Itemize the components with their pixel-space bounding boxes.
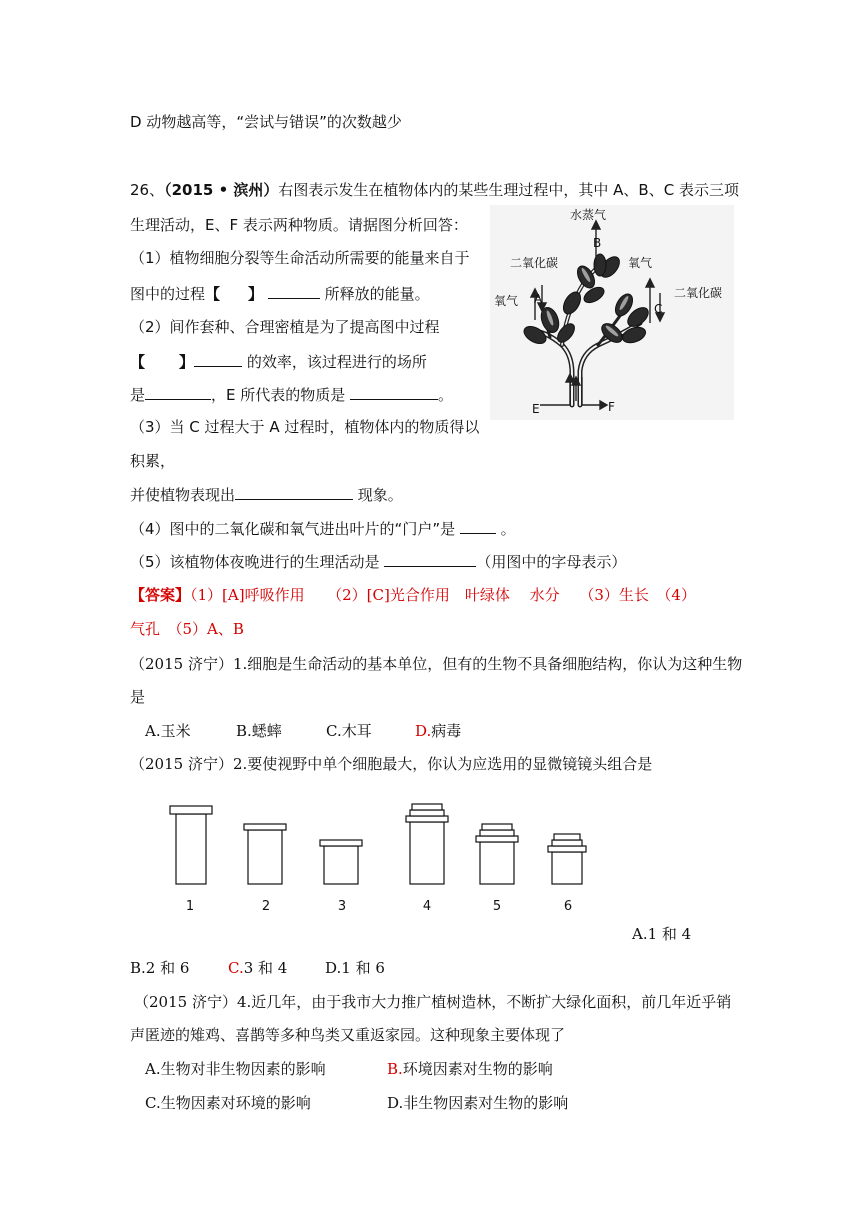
q2-option-c-letter: C.	[228, 959, 244, 977]
q26-part2-b: 的效率，该过程进行的场所	[246, 353, 427, 371]
q26-part3-blank[interactable]	[235, 484, 353, 500]
q26-stem-b: 生理活动，E、F 表示两种物质。请据图分析回答：	[130, 216, 468, 234]
q26-part3-line3	[130, 484, 403, 505]
q26-part4-b: 。	[500, 520, 516, 538]
q1-option-d-text: 病毒	[431, 722, 462, 740]
q1-stem-a: 1.细胞是生命活动的基本单位，但有的生物不具备细胞结构，你认为这种生物	[232, 655, 743, 673]
q26-part2-line3	[130, 384, 453, 405]
q26-number: 26、	[130, 181, 165, 199]
q26-part2-blank2[interactable]	[145, 384, 211, 400]
q1-stem-b: 是	[130, 688, 146, 706]
q1-source: （2015 济宁）	[130, 655, 233, 673]
q4-stem-b: 声匿迹的雉鸡、喜鹊等多种鸟类又重返家园。这种现象主要体现了	[130, 1026, 566, 1044]
q2-option-d: D.1 和 6	[325, 959, 385, 977]
q1-option-d-letter: D.	[415, 722, 432, 740]
label-f: F	[608, 400, 615, 414]
label-co2-right: 二氧化碳	[674, 286, 723, 300]
lens-label-4: 4	[422, 899, 432, 914]
q1-option-b: B.蟋蟀	[236, 722, 282, 740]
q2-stem	[130, 754, 652, 774]
q1-option-d	[415, 721, 461, 741]
q26-part2-bracket-left: 【	[130, 353, 146, 371]
q1-stem-line1	[130, 654, 742, 674]
q26-answer-line1	[130, 585, 696, 605]
label-a: A	[534, 292, 543, 306]
q4-stem-line1	[134, 992, 731, 1012]
q4-option-b-text: 环境因素对生物的影响	[402, 1060, 553, 1078]
q26-part2-bracket-right: 】	[179, 353, 195, 371]
q26-part1-a: （1）植物细胞分裂等生命活动所需要的能量来自于	[130, 249, 470, 267]
q26-part5-blank[interactable]	[384, 551, 476, 567]
label-co2-left: 二氧化碳	[510, 256, 559, 270]
q26-part2-e: 。	[438, 386, 454, 404]
q2-stem-text: 2.要使视野中单个细胞最大，你认为应选用的显微镜镜头组合是	[232, 755, 653, 773]
prev-option-d: D 动物越高等，“尝试与错误”的次数越少	[130, 113, 402, 131]
q26-answer-text1: （1）[A]呼吸作用 （2）[C]光合作用 叶绿体 水分 （3）生长 （4）	[190, 586, 696, 604]
q1-option-a: A.玉米	[145, 722, 191, 740]
q4-option-d: D.非生物因素对生物的影响	[387, 1094, 569, 1112]
q26-part3-b: 积累，	[130, 452, 176, 470]
q26-part2-d: ，E 所代表的物质是	[211, 386, 346, 404]
label-b: B	[593, 236, 602, 250]
q26-part1-blank[interactable]	[268, 283, 320, 299]
plant-diagram	[490, 205, 734, 420]
q4-option-b-letter: B.	[387, 1060, 403, 1078]
label-c: C	[654, 302, 663, 316]
label-e: E	[532, 402, 540, 416]
q26-part5-b: （用图中的字母表示）	[476, 553, 627, 571]
q2-option-b: B.2 和 6	[130, 959, 190, 977]
q2-source: （2015 济宁）	[130, 755, 233, 773]
q2-option-a: A.1 和 4	[632, 925, 692, 943]
q26-source: （2015 • 滨州）	[164, 181, 279, 199]
q26-part2-c: 是	[130, 386, 146, 404]
q26-part2-a: （2）间作套种、合理密植是为了提高图中过程	[130, 318, 440, 336]
lens-label-5: 5	[492, 899, 502, 914]
q26-answer-tag: 【答案】	[130, 586, 191, 604]
lens-label-2: 2	[261, 899, 271, 914]
q26-part4-blank[interactable]	[460, 518, 496, 534]
q26-part5	[130, 551, 626, 572]
lens-label-1: 1	[185, 899, 195, 914]
q4-option-b	[387, 1059, 553, 1079]
q4-option-c: C.生物因素对环境的影响	[145, 1094, 311, 1112]
q26-part1-bracket-right: 】	[248, 285, 264, 303]
label-water-vapor: 水蒸气	[570, 208, 607, 222]
lens-diagram	[160, 800, 600, 920]
q4-source: （2015 济宁）	[134, 993, 237, 1011]
q26-part4	[130, 518, 516, 539]
label-o2-left: 氧气	[494, 294, 519, 308]
q26-stem-line1	[130, 180, 739, 200]
q26-part1-b: 图中的过程	[130, 285, 206, 303]
q26-part5-a: （5）该植物体夜晚进行的生理活动是	[130, 553, 380, 571]
q26-answer-line2: 气孔 （5）A、B	[130, 620, 244, 638]
q26-part4-a: （4）图中的二氧化碳和氧气进出叶片的“门户”是	[130, 520, 456, 538]
q26-part3-a: （3）当 C 过程大于 A 过程时，植物体内的物质得以	[130, 418, 480, 436]
lens-label-6: 6	[563, 899, 573, 914]
lens-label-3: 3	[337, 899, 347, 914]
q26-part3-d: 现象。	[357, 486, 403, 504]
q26-part1-c: 所释放的能量。	[324, 285, 430, 303]
q4-stem-a: 4.近几年，由于我市大力推广植树造林，不断扩大绿化面积，前几年近乎销	[236, 993, 732, 1011]
q4-option-a: A.生物对非生物因素的影响	[145, 1060, 326, 1078]
q26-part1-bracket-left: 【	[205, 285, 221, 303]
q26-part2-blank1[interactable]	[194, 351, 242, 367]
q26-part3-c: 并使植物表现出	[130, 486, 236, 504]
q2-option-c	[228, 958, 287, 978]
q26-part2-line2	[130, 351, 427, 372]
q1-option-c: C.木耳	[326, 722, 372, 740]
q26-stem-a: 右图表示发生在植物体内的某些生理过程中，其中 A、B、C 表示三项	[278, 181, 739, 199]
q26-part1-line2	[130, 283, 430, 304]
q26-part2-blank3[interactable]	[350, 384, 438, 400]
label-o2-right: 氧气	[628, 256, 653, 270]
q2-option-c-text: 3 和 4	[243, 959, 288, 977]
